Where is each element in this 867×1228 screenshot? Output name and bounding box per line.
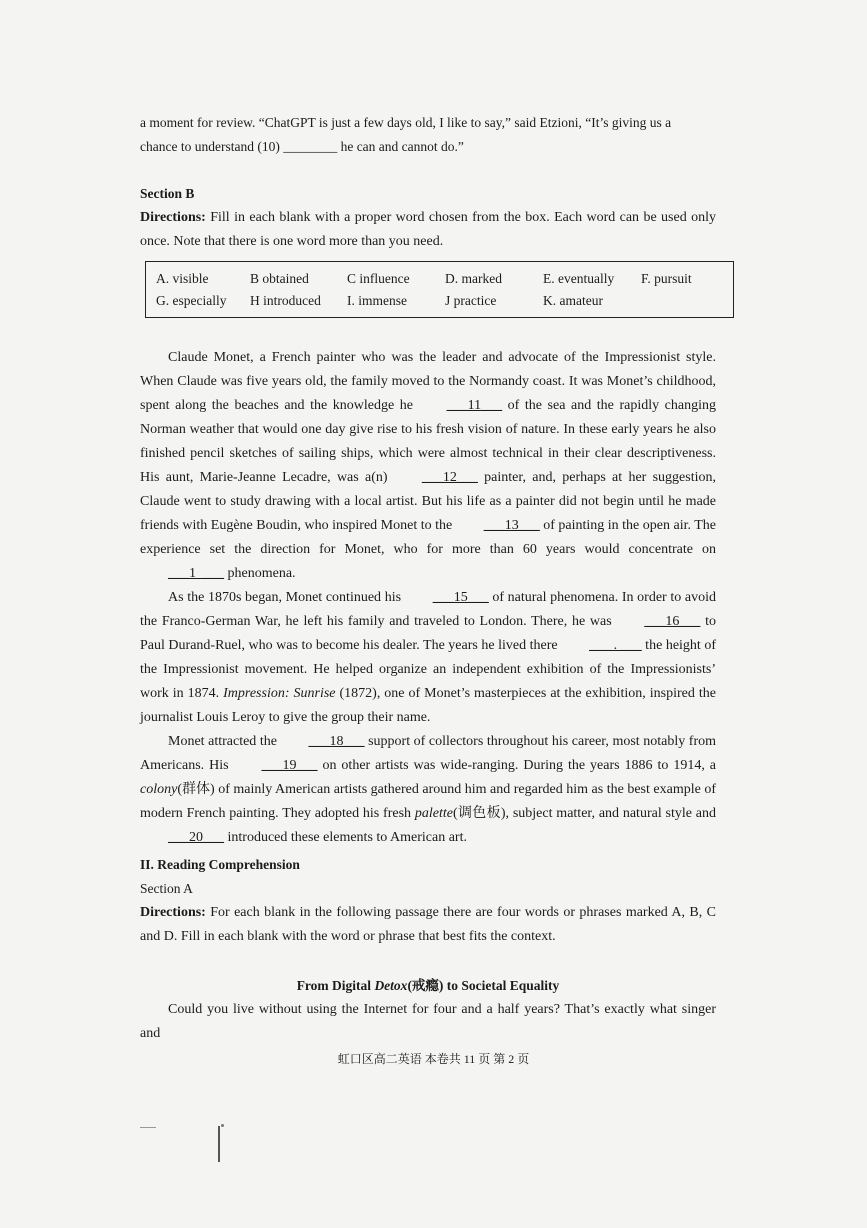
blank-11: ___11___ (446, 398, 503, 413)
intro-text (140, 111, 716, 159)
option-d: D. marked (445, 271, 502, 286)
blank-20: ___20___ (168, 830, 224, 845)
p2-text-3: to Paul Durand-Ruel, who was to become his dealer. The years he lived there (140, 614, 716, 653)
blank-16: ___16___ (644, 614, 701, 629)
option-a: A. visible (156, 271, 209, 286)
blank-13: ___13___ (483, 518, 540, 533)
blank-17: ___ . ___ (589, 638, 642, 653)
p2-text-5: (1872), one of Monet’s masterpieces at the exhibition, inspired the journalist Louis Leroy to give the group their name. (140, 686, 716, 725)
palette-term: palette (414, 806, 453, 821)
section-b-directions (140, 206, 716, 254)
reading-comprehension-header (140, 853, 716, 949)
passage-paragraph-3 (140, 730, 716, 850)
p3-text-1: Monet attracted the (168, 734, 281, 749)
artwork-title: Impression: Sunrise (223, 686, 336, 701)
intro-line-2 (140, 135, 716, 159)
blank-18: ___18___ (308, 734, 365, 749)
passage-b (140, 346, 716, 850)
intro-line-1: a moment for review. “ChatGPT is just a few days old, I like to say,” said Etzioni, “It’s giving us a (140, 115, 672, 130)
p3-text-6: introduced these elements to American art. (224, 830, 467, 845)
passage-a-title (140, 974, 716, 998)
p2-text-2: of natural phenomena. In order to avoid the Franco-German War, he left his family and traveled to London. There, he was (140, 590, 716, 629)
passage-title-start: From Digital (296, 978, 375, 993)
option-e: E. eventually (543, 271, 615, 286)
passage-a-first-line: Could you live without using the Internet for four and a half years? That’s exactly what singer and (140, 1002, 716, 1041)
p3-text-4: (群体) of mainly American artists gathered around him and regarded him as the best example of modern French painting. They adopted his fresh (140, 782, 716, 821)
section-a-title: Section A (140, 881, 193, 896)
p2-text-4: the height of the Impressionist movement. He helped organize an independent exhibition of the Impressionists’ work in 1874. (140, 638, 716, 701)
passage-paragraph-1 (140, 346, 716, 586)
p3-text-3: on other artists was wide-ranging. During the years 1886 to 1914, a (317, 758, 717, 773)
p2-text-1: As the 1870s began, Monet continued his (168, 590, 405, 605)
directions-text: Fill in each blank with a proper word chosen from the box. Each word can be used only once. Note that there is one word more than you need. (140, 210, 716, 249)
blank-12: ___12___ (421, 470, 478, 485)
intro-line-2-start: chance to understand (10) (140, 139, 284, 154)
scan-dot (221, 1124, 224, 1127)
option-g: G. especially (156, 293, 227, 308)
passage-title-end: (戒瘾) to Societal Equality (407, 978, 560, 993)
section-b-header (140, 182, 716, 254)
blank-19: ___19___ (261, 758, 318, 773)
p1-text-4: of painting in the open air. The experience set the direction for Monet, who for more than 60 years would concentrate on (140, 518, 716, 557)
p3-text-2: support of collectors throughout his career, most notably from Americans. His (140, 734, 716, 773)
option-i: I. immense (347, 293, 407, 308)
p1-text-5: phenomena. (224, 566, 296, 581)
option-j: J practice (445, 293, 497, 308)
section-a-directions (140, 901, 716, 949)
word-box (145, 261, 734, 318)
colony-term: colony (140, 782, 178, 797)
directions-label: Directions: (140, 210, 206, 225)
directions-label-2: Directions: (140, 905, 206, 920)
option-c: C influence (347, 271, 410, 286)
p1-text-1: Claude Monet, a French painter who was the leader and advocate of the Impressionist style. When Claude was five years old, the family moved to the Normandy coast. It was Monet’s childhood, spent along the beaches and the knowledge he (140, 350, 716, 413)
option-h: H introduced (250, 293, 321, 308)
page-footer: 虹口区高二英语 本卷共 11 页 第 2 页 (337, 1052, 530, 1066)
p1-text-2: of the sea and the rapidly changing Norman weather that would one day give rise to his fresh vision of nature. In these early years he also finished pencil sketches of sailing ships, which were almost technical in their clear descriptiveness. His aunt, Marie-Jeanne Lecadre, was a(n) (140, 398, 716, 485)
blank-14: ___1 ___ (168, 566, 224, 581)
option-f: F. pursuit (641, 271, 692, 286)
passage-a (140, 974, 716, 1046)
section-b-title: Section B (140, 186, 195, 201)
option-k: K. amateur (543, 293, 603, 308)
part-2-title: II. Reading Comprehension (140, 857, 300, 872)
p3-text-5: (调色板), subject matter, and natural style and (452, 806, 716, 821)
blank-15: ___15___ (432, 590, 489, 605)
passage-paragraph-2 (140, 586, 716, 730)
directions-text-2: For each blank in the following passage there are four words or phrases marked A, B, C and D. Fill in each blank with the word or phrase that best fits the context. (140, 905, 716, 944)
intro-line-2-end: he can and cannot do.” (337, 139, 464, 154)
scan-mark-vertical (218, 1126, 220, 1162)
p1-text-3: painter, and, perhaps at her suggestion, Claude went to study drawing with a local artist. But his life as a painter did not begin until he made friends with Eugène Boudin, who inspired Monet to the (140, 470, 716, 533)
option-b: B obtained (250, 271, 309, 286)
scan-mark (140, 1127, 156, 1128)
passage-title-italic: Detox (374, 978, 408, 993)
blank-10: ________ (283, 139, 338, 154)
